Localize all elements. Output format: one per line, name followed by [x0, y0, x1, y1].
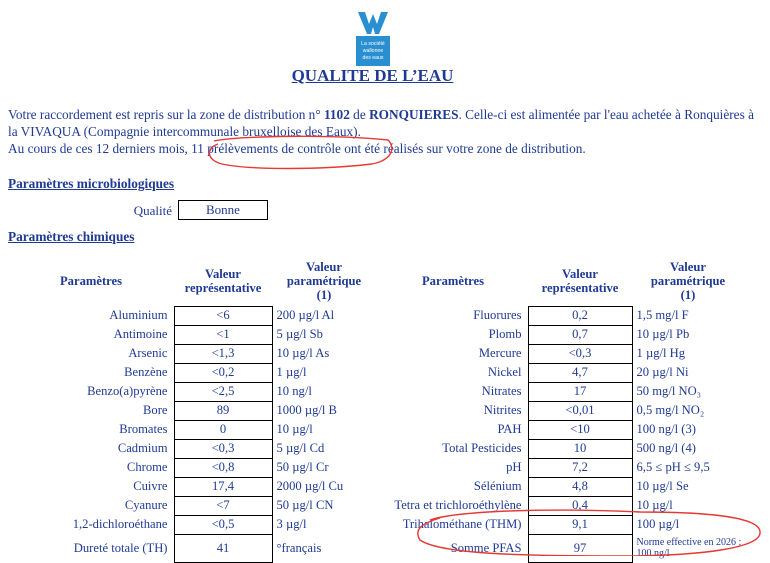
param-value: 0,7: [528, 325, 632, 344]
param-value: <7: [174, 496, 272, 515]
param-value: 10: [528, 439, 632, 458]
param-reference: 10 µg/l: [636, 498, 673, 512]
logo-caption-1: La société: [361, 41, 385, 47]
left-param-row: [8, 477, 376, 496]
param-value: 41: [174, 534, 272, 562]
param-value: 7,2: [528, 458, 632, 477]
param-reference: 10 µg/l As: [276, 346, 330, 360]
intro-text-a: Votre raccordement est repris sur la zone de distribution n°: [8, 107, 324, 122]
left-rows: [8, 306, 376, 562]
param-value: <1: [174, 325, 272, 344]
param-name: Benzène: [124, 365, 168, 379]
param-name: Mercure: [478, 346, 522, 360]
param-reference: 1 µg/l Hg: [636, 346, 686, 360]
param-reference: 10 µg/l Se: [636, 479, 689, 493]
right-param-row: [378, 496, 744, 515]
right-param-row: [378, 534, 744, 562]
col-header-value-right: Valeur représentative: [541, 266, 619, 295]
param-value: <0,3: [174, 439, 272, 458]
param-name: 1,2-dichloroéthane: [72, 517, 168, 531]
param-value: <1,3: [174, 344, 272, 363]
param-name: Benzo(a)pyrène: [87, 384, 168, 398]
param-reference: 20 µg/l Ni: [636, 365, 689, 379]
param-reference: °français: [276, 540, 322, 555]
right-param-row: [378, 515, 744, 534]
right-param-row: [378, 363, 744, 382]
param-name: Sélénium: [473, 479, 522, 493]
param-name: Nitrates: [481, 384, 522, 398]
param-reference: 1,5 mg/l F: [636, 308, 689, 322]
left-param-row: [8, 458, 376, 477]
param-name: Nitrites: [483, 403, 522, 417]
param-reference: 50 mg/l NO₃: [636, 384, 702, 398]
chem-table-left: [8, 256, 376, 563]
chem-table-right: [378, 256, 744, 563]
intro-text-b: de: [349, 107, 370, 122]
intro-text-c: . Celle-ci est alimentée par l'eau achetée à Ronquières à la VIVAQUA (Compagnie intercommunale bruxelloise des Eaux).: [8, 107, 754, 139]
logo-caption-3: des eaux: [362, 55, 384, 61]
param-value: <10: [528, 420, 632, 439]
right-param-row: [378, 420, 744, 439]
param-reference: 500 ng/l (4): [636, 441, 696, 455]
param-name: Arsenic: [128, 346, 168, 360]
left-param-row: [8, 420, 376, 439]
param-reference: Norme effective en 2026 : 100 ng/l: [636, 537, 742, 559]
param-name: Antimoine: [113, 327, 168, 341]
right-param-row: [378, 344, 744, 363]
right-rows: [378, 306, 744, 562]
param-value: <0,3: [528, 344, 632, 363]
quality-value: Bonne: [178, 200, 268, 220]
param-value: <0,5: [174, 515, 272, 534]
param-name: Tetra et trichloroéthylène: [394, 498, 522, 512]
param-name: Dureté totale (TH): [73, 540, 168, 555]
col-header-value: Valeur représentative: [184, 266, 262, 295]
left-param-row: [8, 515, 376, 534]
left-param-row: [8, 496, 376, 515]
town-name: RONQUIERES: [369, 107, 459, 122]
right-param-row: [378, 477, 744, 496]
right-param-row: [378, 439, 744, 458]
param-reference: 5 µg/l Sb: [276, 327, 323, 341]
param-reference: 1 µg/l: [276, 365, 307, 379]
param-value: 0: [174, 420, 272, 439]
param-name: Trihalométhane (THM): [402, 517, 522, 531]
left-param-row: [8, 439, 376, 458]
param-name: Cyanure: [124, 498, 168, 512]
param-reference: 10 µg/l Pb: [636, 327, 690, 341]
param-name: pH: [506, 460, 522, 474]
param-reference: 200 µg/l Al: [276, 308, 335, 322]
swde-logo: [356, 8, 390, 68]
param-reference: 5 µg/l Cd: [276, 441, 325, 455]
col-header-ref: Valeur paramétrique (1): [286, 260, 362, 302]
param-value: 4,8: [528, 477, 632, 496]
param-reference: 1000 µg/l B: [276, 403, 337, 417]
left-param-row: [8, 534, 376, 562]
logo-caption-2: wallonne: [362, 48, 384, 54]
left-param-row: [8, 382, 376, 401]
param-value: 89: [174, 401, 272, 420]
section-chem-heading: Paramètres chimiques: [8, 229, 135, 244]
left-param-row: [8, 401, 376, 420]
param-value: 9,1: [528, 515, 632, 534]
param-reference: 50 µg/l Cr: [276, 460, 329, 474]
col-header-ref-right: Valeur paramétrique (1): [650, 260, 726, 302]
param-value: 4,7: [528, 363, 632, 382]
param-name: Chrome: [126, 460, 168, 474]
param-reference: 3 µg/l: [276, 517, 307, 531]
param-reference: 2000 µg/l Cu: [276, 479, 344, 493]
right-param-row: [378, 382, 744, 401]
param-value: 17,4: [174, 477, 272, 496]
right-param-row: [378, 401, 744, 420]
quality-label: Qualité: [133, 203, 172, 218]
right-param-row: [378, 458, 744, 477]
param-reference: 50 µg/l CN: [276, 498, 334, 512]
left-param-row: [8, 325, 376, 344]
param-name: Bromates: [119, 422, 168, 436]
intro-samples-text: Au cours de ces 12 derniers mois, 11 prélèvements de contrôle ont été réalisés sur votre zone de distribution.: [8, 141, 586, 156]
right-param-row: [378, 306, 744, 325]
param-value: 17: [528, 382, 632, 401]
section-micro-heading: Paramètres microbiologiques: [8, 176, 175, 191]
param-name: Fluorures: [473, 308, 522, 322]
zone-number: 1102: [323, 107, 350, 122]
col-header-param-right: Paramètres: [421, 274, 484, 288]
param-value: 0,2: [528, 306, 632, 325]
param-name: Aluminium: [109, 308, 168, 322]
param-reference: 6,5 ≤ pH ≤ 9,5: [636, 460, 710, 474]
param-value: <0,01: [528, 401, 632, 420]
left-param-row: [8, 363, 376, 382]
right-param-row: [378, 325, 744, 344]
param-value: <0,2: [174, 363, 272, 382]
col-header-param: Paramètres: [59, 274, 122, 288]
param-value: <6: [174, 306, 272, 325]
param-value: <2,5: [174, 382, 272, 401]
param-reference: 100 µg/l: [636, 517, 680, 531]
param-name: PAH: [497, 422, 522, 436]
param-name: Cuivre: [133, 479, 168, 493]
param-name: Nickel: [487, 365, 522, 379]
param-reference: 10 ng/l: [276, 384, 312, 398]
param-reference: 100 ng/l (3): [636, 422, 696, 436]
param-value: <0,8: [174, 458, 272, 477]
param-reference: 10 µg/l: [276, 422, 313, 436]
param-value: 97: [528, 534, 632, 562]
param-name: Bore: [143, 403, 168, 417]
param-name: Cadmium: [117, 441, 168, 455]
param-value: 0,4: [528, 496, 632, 515]
page-title: QUALITE DE L’EAU: [291, 66, 454, 85]
param-name: Somme PFAS: [450, 540, 522, 555]
left-param-row: [8, 306, 376, 325]
left-param-row: [8, 344, 376, 363]
param-name: Plomb: [488, 327, 522, 341]
param-name: Total Pesticides: [442, 441, 522, 455]
intro-text: [8, 106, 758, 157]
param-reference: 0,5 mg/l NO₂: [636, 403, 705, 417]
